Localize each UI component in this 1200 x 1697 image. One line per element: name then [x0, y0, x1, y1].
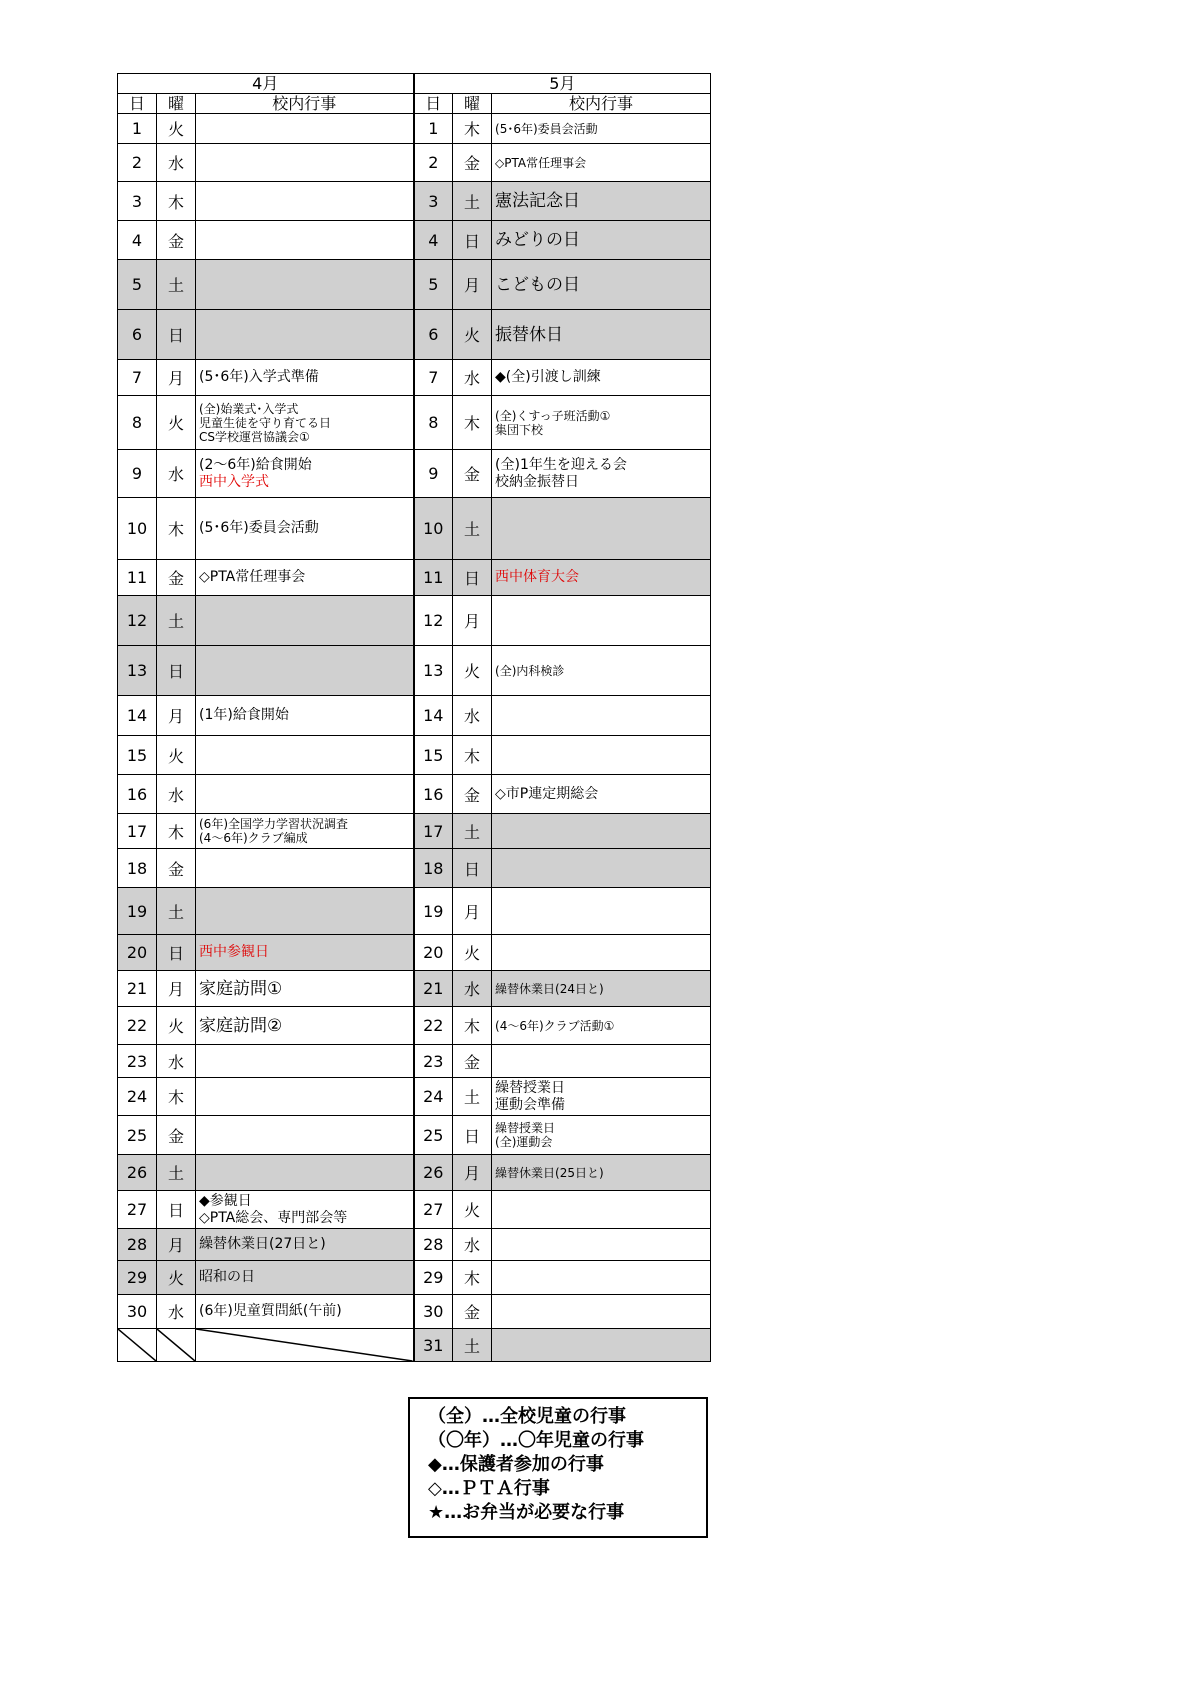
april-day-number: 22 [118, 1007, 157, 1045]
april-events-cell [196, 849, 414, 888]
april-events-cell [196, 1045, 414, 1078]
may-weekday: 日 [453, 849, 492, 888]
calendar-row [118, 182, 711, 221]
calendar-row [118, 646, 711, 696]
april-weekday: 日 [157, 1191, 196, 1229]
calendar-table [117, 73, 711, 1362]
event-text: 繰替休業日(27日と) [199, 1236, 326, 1252]
april-events-cell [196, 888, 414, 935]
may-day-number: 26 [414, 1155, 453, 1191]
may-events-cell [492, 696, 711, 736]
event-text: 家庭訪問② [199, 1015, 283, 1036]
may-day-number: 11 [414, 560, 453, 596]
may-weekday: 金 [453, 1045, 492, 1078]
april-day-col-header: 日 [118, 94, 157, 114]
event-text: (4～6年)クラブ活動① [495, 1018, 615, 1033]
may-day-number: 4 [414, 221, 453, 260]
april-events-cell [196, 935, 414, 971]
april-day-number: 13 [118, 646, 157, 696]
may-weekday: 金 [453, 1295, 492, 1329]
april-day-number: 17 [118, 814, 157, 849]
legend-line: ★…お弁当が必要な行事 [428, 1502, 625, 1523]
april-weekday: 火 [157, 114, 196, 144]
calendar-row [118, 1155, 711, 1191]
may-weekday: 木 [453, 736, 492, 775]
may-events-cell [492, 498, 711, 560]
may-events-cell [492, 221, 711, 260]
event-text: 繰替授業日 [495, 1121, 556, 1135]
event-text: 西中参観日 [199, 944, 269, 960]
april-weekday: 水 [157, 775, 196, 814]
april-day-number: 6 [118, 310, 157, 360]
april-events-cell [196, 1116, 414, 1155]
may-events-cell [492, 560, 711, 596]
april-events-cell [196, 646, 414, 696]
april-weekday: 水 [157, 450, 196, 498]
may-day-number: 6 [414, 310, 453, 360]
april-day-number: 20 [118, 935, 157, 971]
april-header: 4月 [118, 74, 414, 94]
may-day-number: 14 [414, 696, 453, 736]
may-day-number: 3 [414, 182, 453, 221]
may-weekday: 木 [453, 1007, 492, 1045]
may-day-number: 24 [414, 1078, 453, 1116]
april-day-number: 9 [118, 450, 157, 498]
event-text: (5･6年)委員会活動 [495, 121, 598, 136]
may-events-cell [492, 1295, 711, 1329]
event-text: (2～6年)給食開始 [199, 456, 312, 473]
event-text: ◆(全)引渡し訓練 [495, 369, 601, 385]
april-weekday: 日 [157, 310, 196, 360]
event-text: ◇PTA常任理事会 [495, 155, 587, 170]
calendar-row [118, 1045, 711, 1078]
may-day-number: 30 [414, 1295, 453, 1329]
may-events-cell [492, 1007, 711, 1045]
april-weekday: 月 [157, 971, 196, 1007]
april-day-number: 24 [118, 1078, 157, 1116]
may-events-cell [492, 1155, 711, 1191]
april-day-number: 21 [118, 971, 157, 1007]
april-events-cell [196, 971, 414, 1007]
calendar-row [118, 450, 711, 498]
april-weekday: 水 [157, 1295, 196, 1329]
april-weekday: 金 [157, 849, 196, 888]
may-events-cell [492, 849, 711, 888]
may-day-number: 5 [414, 260, 453, 310]
april-events-cell [196, 310, 414, 360]
may-day-col-header: 日 [414, 94, 453, 114]
may-events-cell [492, 396, 711, 450]
may-events-cell [492, 182, 711, 221]
april-weekday: 土 [157, 260, 196, 310]
april-day-number: 28 [118, 1229, 157, 1261]
calendar-row [118, 696, 711, 736]
calendar-row [118, 221, 711, 260]
april-day-number: 23 [118, 1045, 157, 1078]
legend-line: （全）…全校児童の行事 [428, 1406, 626, 1427]
event-text: 繰替授業日 [495, 1079, 566, 1096]
may-weekday: 金 [453, 144, 492, 182]
may-events-cell [492, 1229, 711, 1261]
may-weekday: 木 [453, 396, 492, 450]
calendar-row [118, 310, 711, 360]
may-weekday: 水 [453, 696, 492, 736]
calendar-row [118, 935, 711, 971]
event-text: (全)運動会 [495, 1135, 553, 1149]
may-weekday: 火 [453, 310, 492, 360]
event-text: 校納金振替日 [495, 473, 580, 490]
may-weekday: 金 [453, 775, 492, 814]
event-text: CS学校運営協議会① [199, 429, 310, 444]
calendar-row [118, 560, 711, 596]
event-text: ◇市P連定期総会 [495, 785, 599, 802]
april-events-col-header: 校内行事 [196, 94, 414, 114]
event-text: ◇PTA総会、専門部会等 [199, 1209, 348, 1226]
april-events-cell [196, 1261, 414, 1295]
event-text: ◇PTA常任理事会 [199, 569, 306, 585]
april-day-number: 15 [118, 736, 157, 775]
april-day-number: 16 [118, 775, 157, 814]
may-weekday: 日 [453, 560, 492, 596]
may-events-cell [492, 646, 711, 696]
april-weekday: 月 [157, 360, 196, 396]
april-events-cell [196, 1155, 414, 1191]
april-day-number: 4 [118, 221, 157, 260]
may-events-cell [492, 971, 711, 1007]
april-day-number: 25 [118, 1116, 157, 1155]
event-text: 運動会準備 [495, 1096, 566, 1113]
may-weekday: 月 [453, 888, 492, 935]
school-calendar [117, 73, 710, 1362]
april-weekday: 金 [157, 221, 196, 260]
april-weekday: 金 [157, 1116, 196, 1155]
may-weekday: 木 [453, 1261, 492, 1295]
april-events-cell [196, 221, 414, 260]
may-weekday: 火 [453, 646, 492, 696]
april-weekday: 土 [157, 596, 196, 646]
april-day-number: 18 [118, 849, 157, 888]
april-weekday: 木 [157, 1078, 196, 1116]
may-events-cell [492, 1191, 711, 1229]
april-day-number: 26 [118, 1155, 157, 1191]
april-weekday: 金 [157, 560, 196, 596]
april-events-cell [196, 260, 414, 310]
calendar-row [118, 498, 711, 560]
may-weekday-col-header: 曜 [453, 94, 492, 114]
april-day-number: 7 [118, 360, 157, 396]
legend-line: （〇年）…〇年児童の行事 [428, 1430, 644, 1451]
calendar-row [118, 396, 711, 450]
april-day-number: 19 [118, 888, 157, 935]
event-text: 集団下校 [495, 422, 544, 437]
april-weekday-col-header: 曜 [157, 94, 196, 114]
may-day-number: 27 [414, 1191, 453, 1229]
may-day-number: 17 [414, 814, 453, 849]
event-text: 振替休日 [495, 324, 564, 345]
may-weekday: 土 [453, 1078, 492, 1116]
event-text: (全)内科検診 [495, 663, 565, 678]
april-weekday: 日 [157, 935, 196, 971]
april-day-number: 30 [118, 1295, 157, 1329]
april-day-number: 10 [118, 498, 157, 560]
may-day-number: 9 [414, 450, 453, 498]
april-weekday: 水 [157, 1045, 196, 1078]
april-day-number: 8 [118, 396, 157, 450]
event-text: 繰替休業日(25日と) [495, 1165, 604, 1180]
calendar-row [118, 1116, 711, 1155]
april-events-cell [196, 696, 414, 736]
may-events-cell [492, 1078, 711, 1116]
may-day-number: 25 [414, 1116, 453, 1155]
may-day-number: 13 [414, 646, 453, 696]
april-events-cell [196, 182, 414, 221]
event-text: ◆参観日 [199, 1192, 252, 1209]
may-events-cell [492, 1116, 711, 1155]
calendar-row [118, 1191, 711, 1229]
may-events-cell [492, 1045, 711, 1078]
may-weekday: 月 [453, 260, 492, 310]
may-events-cell [492, 144, 711, 182]
may-weekday: 水 [453, 971, 492, 1007]
may-day-number: 7 [414, 360, 453, 396]
legend-line: ◆…保護者参加の行事 [428, 1454, 604, 1475]
may-events-cell [492, 736, 711, 775]
april-events-cell [196, 144, 414, 182]
may-events-cell [492, 310, 711, 360]
april-events-cell [196, 814, 414, 849]
may-day-number: 20 [414, 935, 453, 971]
may-weekday: 日 [453, 1116, 492, 1155]
calendar-row [118, 1329, 711, 1362]
event-text: (全)始業式･入学式 [199, 401, 299, 416]
may-weekday: 月 [453, 1155, 492, 1191]
may-header: 5月 [414, 74, 711, 94]
may-weekday: 火 [453, 935, 492, 971]
may-weekday: 水 [453, 1229, 492, 1261]
may-events-cell [492, 450, 711, 498]
april-weekday: 日 [157, 646, 196, 696]
may-day-number: 23 [414, 1045, 453, 1078]
calendar-row [118, 1261, 711, 1295]
calendar-row [118, 1295, 711, 1329]
event-text: みどりの日 [495, 230, 581, 250]
event-text: 児童生徒を守り育てる日 [199, 415, 332, 430]
may-events-cell [492, 1329, 711, 1362]
may-weekday: 月 [453, 596, 492, 646]
april-weekday: 木 [157, 498, 196, 560]
event-text: (5･6年)委員会活動 [199, 520, 319, 536]
calendar-row [118, 971, 711, 1007]
legend-line: ◇…ＰＴＡ行事 [428, 1478, 550, 1499]
legend-box [408, 1397, 708, 1538]
may-weekday: 土 [453, 814, 492, 849]
april-events-cell [196, 1191, 414, 1229]
may-events-cell [492, 260, 711, 310]
april-weekday: 水 [157, 144, 196, 182]
calendar-row [118, 814, 711, 849]
empty-slash-cell [157, 1329, 196, 1362]
may-events-cell [492, 935, 711, 971]
may-events-cell [492, 775, 711, 814]
april-weekday: 木 [157, 814, 196, 849]
empty-slash-cell [118, 1329, 157, 1362]
calendar-row [118, 596, 711, 646]
event-text: (4～6年)クラブ編成 [199, 831, 308, 845]
calendar-row [118, 1229, 711, 1261]
april-day-number: 3 [118, 182, 157, 221]
may-day-number: 1 [414, 114, 453, 144]
event-text: (全)1年生を迎える会 [495, 456, 627, 473]
may-weekday: 土 [453, 182, 492, 221]
april-events-cell [196, 560, 414, 596]
calendar-row [118, 114, 711, 144]
april-events-cell [196, 775, 414, 814]
event-text: 憲法記念日 [495, 191, 581, 211]
may-events-cell [492, 114, 711, 144]
event-text: こどもの日 [495, 274, 581, 295]
calendar-row [118, 260, 711, 310]
may-day-number: 15 [414, 736, 453, 775]
april-events-cell [196, 596, 414, 646]
event-text: (6年)児童質問紙(午前) [199, 1303, 342, 1319]
april-day-number: 11 [118, 560, 157, 596]
april-events-cell [196, 360, 414, 396]
april-weekday: 火 [157, 1261, 196, 1295]
may-day-number: 21 [414, 971, 453, 1007]
may-weekday: 木 [453, 114, 492, 144]
calendar-row [118, 888, 711, 935]
may-weekday: 土 [453, 498, 492, 560]
april-weekday: 月 [157, 1229, 196, 1261]
april-events-cell [196, 498, 414, 560]
may-day-number: 19 [414, 888, 453, 935]
event-text: 西中体育大会 [495, 569, 580, 585]
april-weekday: 木 [157, 182, 196, 221]
april-events-cell [196, 1295, 414, 1329]
april-day-number: 12 [118, 596, 157, 646]
event-text: (全)くすっ子班活動① [495, 408, 611, 423]
calendar-row [118, 1078, 711, 1116]
may-day-number: 2 [414, 144, 453, 182]
event-text: (5･6年)入学式準備 [199, 369, 319, 385]
april-day-number: 1 [118, 114, 157, 144]
may-weekday: 日 [453, 221, 492, 260]
may-day-number: 28 [414, 1229, 453, 1261]
april-day-number: 14 [118, 696, 157, 736]
may-day-number: 8 [414, 396, 453, 450]
calendar-row [118, 849, 711, 888]
april-events-cell [196, 1078, 414, 1116]
may-events-cell [492, 360, 711, 396]
april-events-cell [196, 736, 414, 775]
april-events-cell [196, 396, 414, 450]
april-weekday: 土 [157, 1155, 196, 1191]
may-weekday: 金 [453, 450, 492, 498]
april-events-cell [196, 114, 414, 144]
may-day-number: 31 [414, 1329, 453, 1362]
april-weekday: 火 [157, 1007, 196, 1045]
event-text: 昭和の日 [199, 1269, 255, 1285]
calendar-row [118, 1007, 711, 1045]
april-events-cell [196, 1007, 414, 1045]
may-day-number: 16 [414, 775, 453, 814]
may-weekday: 水 [453, 360, 492, 396]
calendar-row [118, 360, 711, 396]
april-events-cell [196, 1229, 414, 1261]
event-text: 繰替休業日(24日と) [495, 981, 604, 996]
april-weekday: 月 [157, 696, 196, 736]
may-day-number: 10 [414, 498, 453, 560]
calendar-row [118, 144, 711, 182]
april-day-number: 5 [118, 260, 157, 310]
may-weekday: 火 [453, 1191, 492, 1229]
april-day-number: 2 [118, 144, 157, 182]
event-text: (1年)給食開始 [199, 707, 289, 723]
may-day-number: 18 [414, 849, 453, 888]
calendar-row [118, 736, 711, 775]
april-day-number: 29 [118, 1261, 157, 1295]
event-text: 西中入学式 [199, 473, 269, 490]
april-weekday: 土 [157, 888, 196, 935]
april-weekday: 火 [157, 396, 196, 450]
may-events-cell [492, 888, 711, 935]
may-events-cell [492, 1261, 711, 1295]
event-text: (6年)全国学力学習状況調査 [199, 817, 348, 831]
may-day-number: 29 [414, 1261, 453, 1295]
may-events-cell [492, 814, 711, 849]
may-day-number: 22 [414, 1007, 453, 1045]
april-events-cell [196, 450, 414, 498]
may-weekday: 土 [453, 1329, 492, 1362]
may-day-number: 12 [414, 596, 453, 646]
may-events-col-header: 校内行事 [492, 94, 711, 114]
event-text: 家庭訪問① [199, 978, 283, 999]
may-events-cell [492, 596, 711, 646]
empty-slash-cell [196, 1329, 414, 1362]
april-weekday: 火 [157, 736, 196, 775]
april-day-number: 27 [118, 1191, 157, 1229]
calendar-row [118, 775, 711, 814]
